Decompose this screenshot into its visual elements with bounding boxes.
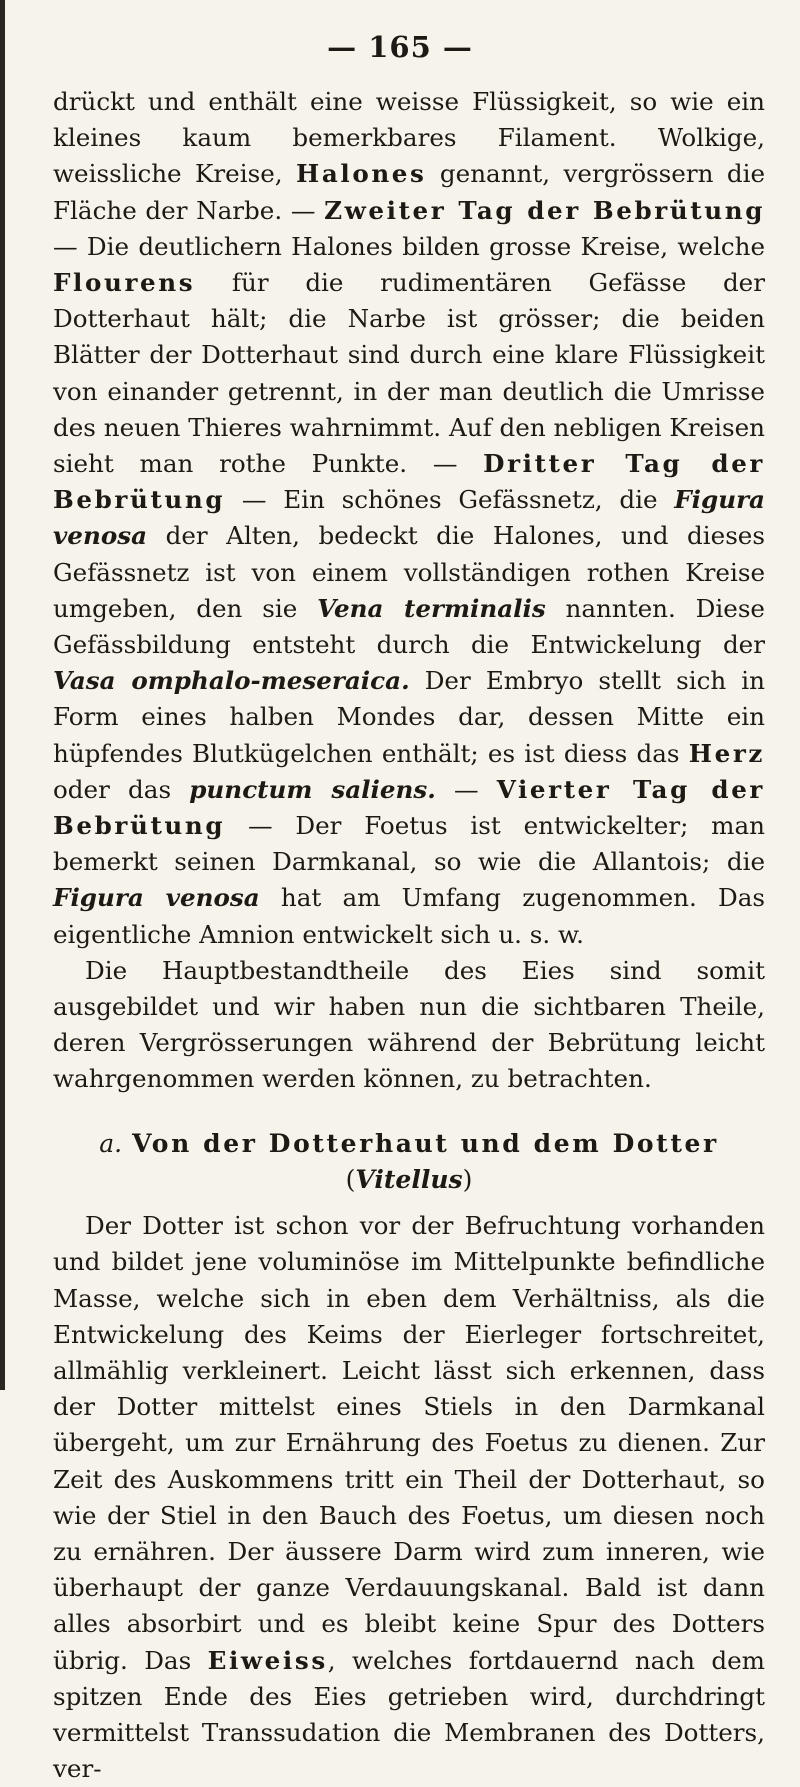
term-figura-venosa-2: Figura venosa: [53, 883, 260, 913]
text-run: (: [345, 1164, 356, 1194]
text-run: oder das: [53, 774, 190, 804]
paragraph-incubation-days: [53, 84, 765, 953]
term-eiweiss: Eiweiss: [207, 1645, 328, 1675]
term-halones: Halones: [296, 159, 427, 189]
section-latin-term: Vitellus: [355, 1164, 463, 1194]
text-run: genannt, vergrössern die Fläche der Narbe. —: [53, 159, 766, 225]
term-punctum-saliens: punctum saliens.: [189, 774, 436, 804]
text-run: Der Dotter ist schon vor der Befruchtung vorhanden und bildet jene voluminöse im Mittelpunkte befindliche Masse, welche sich in eben dem Verhältniss, als die Entwickelung des Keims der Eierleger fortschreitet, allmählig verkleinert. Leicht lässt sich erkennen, dass der Dotter mittelst eines Stiels in den Darmkanal übergeht, um zur Ernährung des Foetus zu dienen. Zur Zeit des Auskommens tritt ein Theil der Dotterhaut, so wie der Stiel in den Bauch des Foetus, um diesen noch zu ernähren. Der äussere Darm wird zum inneren, wie überhaupt der ganze Verdauungskanal. Bald ist dann alles absorbirt und es bleibt keine Spur des Dotters übrig. Das: [53, 1211, 765, 1675]
text-run: — Ein schönes Gefässnetz, die: [225, 485, 675, 515]
text-run: Der Embryo stellt sich in Form eines halben Mondes dar, dessen Mitte ein hüpfendes Blutkügelchen enthält; es ist diess das: [53, 666, 765, 768]
page-edge-shadow: [0, 0, 5, 1390]
section-heading: [53, 1126, 765, 1198]
text-run: — Der Foetus ist entwickelter; man bemerkt seinen Darmkanal, so wie die Allantois; die: [53, 811, 765, 877]
section-letter: a.: [99, 1128, 123, 1158]
term-herz: Herz: [688, 738, 765, 768]
term-vasa-omphalo-meseraica: Vasa omphalo-meseraica.: [53, 666, 410, 696]
text-run: für die rudimentären Gefässe der Dotterhaut hält; die Narbe ist grösser; die beiden Blätter der Dotterhaut sind durch eine klare Flüssigkeit von einander getrennt, in der man deutlich die Umrisse des neuen Thieres wahrnimmt. Auf den nebligen Kreisen sieht man rothe Punkte. —: [53, 268, 765, 479]
heading-second-day: Zweiter Tag der Bebrütung: [324, 195, 766, 225]
term-figura-venosa: Figura venosa: [53, 485, 765, 551]
heading-third-day: Dritter Tag der Bebrütung: [53, 449, 765, 515]
page-number: — 165 —: [327, 30, 473, 64]
text-run: drückt und enthält eine weisse Flüssigkeit, so wie ein kleines kaum bemerkbares Filament. Wolkige, weissliche Kreise,: [53, 87, 765, 189]
text-run: ): [462, 1164, 473, 1194]
text-run: , welches fortdauernd nach dem spitzen Ende des Eies getrieben wird, durchdringt vermittelst Transsudation die Membranen des Dotters, ver-: [53, 1645, 765, 1784]
heading-fourth-day: Vierter Tag der Bebrütung: [53, 774, 765, 841]
paragraph-main-parts: Die Hauptbestandtheile des Eies sind somit ausgebildet und wir haben nun die sichtbaren Theile, deren Vergrösserungen während der Bebrütung leicht wahrgenommen werden können, zu betrachten.: [53, 955, 765, 1094]
text-run: — Die deutlichern Halones bilden grosse Kreise, welche: [53, 231, 765, 261]
name-flourens: Flourens: [53, 268, 196, 298]
text-run: der Alten, bedeckt die Halones, und dieses Gefässnetz ist von einem vollständigen rothen Kreise umgeben, den sie: [53, 521, 765, 623]
text-run: nannten. Diese Gefässbildung entsteht durch die Entwickelung der: [53, 593, 765, 660]
paragraph-dotter: [53, 1208, 765, 1787]
term-vena-terminalis: Vena terminalis: [317, 593, 546, 623]
text-run: —: [435, 774, 497, 804]
text-run: hat am Umfang zugenommen. Das eigentliche Amnion entwickelt sich u. s. w.: [53, 883, 766, 949]
page-body: [53, 84, 765, 1787]
section-title: Von der Dotterhaut und dem Dotter: [132, 1128, 719, 1158]
